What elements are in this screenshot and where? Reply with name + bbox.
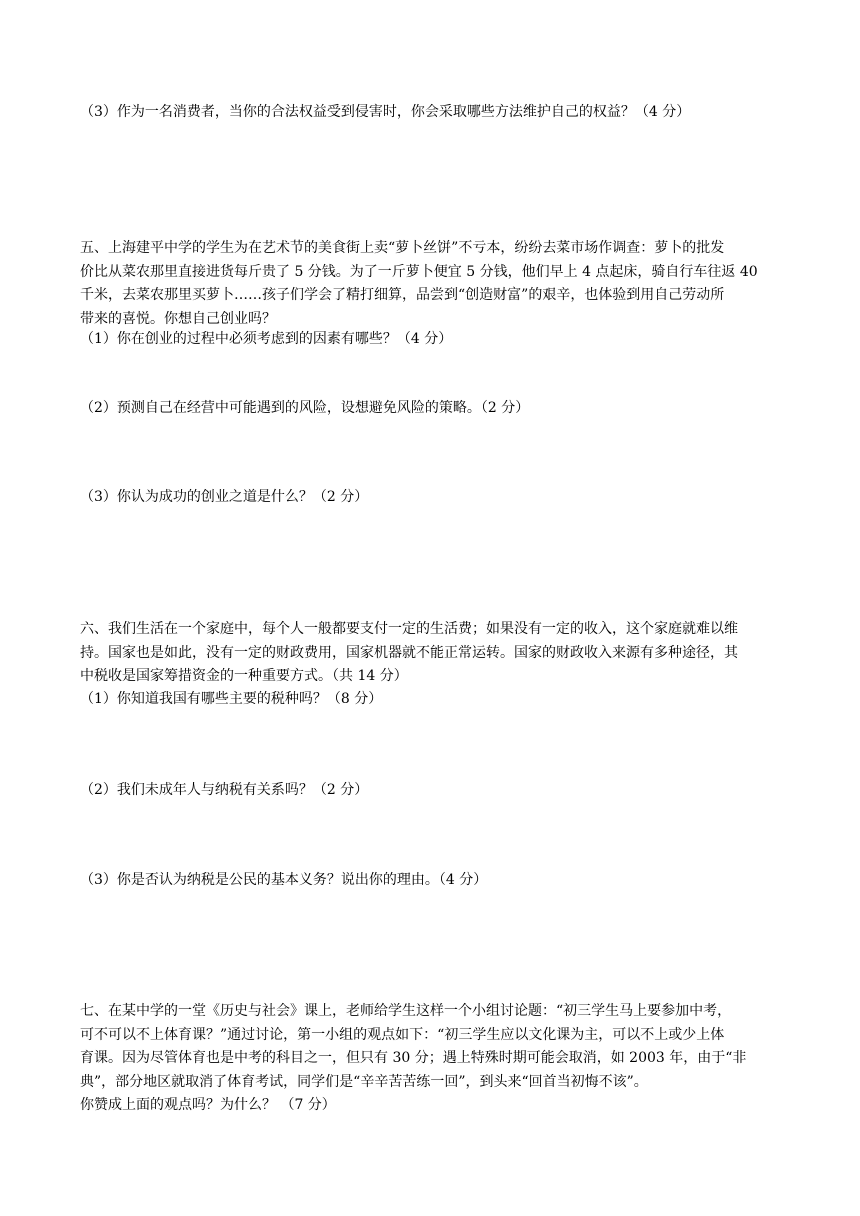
- q6-line-2: 持。国家也是如此，没有一定的财政费用，国家机器就不能正常运转。国家的财政收入来源有多种途径，其: [80, 644, 738, 661]
- q5-line-1: 五、上海建平中学的学生为在艺术节的美食街上卖“萝卜丝饼”不亏本，纷纷去菜市场作调查：萝卜的批发: [80, 240, 725, 256]
- q5-line-3: 千米，去菜农那里买萝卜……孩子们学会了精打细算，品尝到“创造财富”的艰辛，也体验到用自己劳动所: [80, 287, 725, 303]
- q5-line-4: 带来的喜悦。你想自己创业吗？: [80, 310, 276, 327]
- q7-line-4: 典”，部分地区就取消了体育考试，同学们是“辛辛苦苦练一回”，到头来“回首当初悔不该”。: [80, 1073, 648, 1090]
- q7-line-1: 七、在某中学的一堂《历史与社会》课上，老师给学生这样一个小组讨论题：“初三学生马上要参加中考，: [80, 1003, 732, 1019]
- q5-line-2: 价比从菜农那里直接进货每斤贵了 5 分钱。为了一斤萝卜便宜 5 分钱，他们早上 4 点起床，骑自行车往返 40: [80, 263, 758, 280]
- q6-sub2: （2）我们未成年人与纳税有关系吗？（2 分）: [80, 782, 369, 798]
- q5-sub3: （3）你认为成功的创业之道是什么？（2 分）: [80, 489, 369, 505]
- q5-stem: [80, 237, 780, 331]
- q6-sub3: （3）你是否认为纳税是公民的基本义务？说出你的理由。（4 分）: [80, 872, 488, 888]
- q6-stem: [80, 618, 780, 689]
- q4-sub3: （3）作为一名消费者，当你的合法权益受到侵害时，你会采取哪些方法维护自己的权益？（4 分）: [80, 104, 691, 120]
- q5-sub2: （2）预测自己在经营中可能遇到的风险，设想避免风险的策略。（2 分）: [80, 400, 530, 416]
- q7-stem: [80, 1000, 780, 1118]
- q6-sub1: （1）你知道我国有哪些主要的税种吗？（8 分）: [80, 691, 383, 707]
- q7-line-5: 你赞成上面的观点吗？为什么？ （7 分）: [80, 1097, 336, 1113]
- q7-line-2: 可不可以不上体育课？”通过讨论，第一小组的观点如下：“初三学生应以文化课为主，可以不上或少上体: [80, 1026, 725, 1043]
- q7-line-3: 育课。因为尽管体育也是中考的科目之一，但只有 30 分；遇上特殊时期可能会取消，如 2003 年，由于“非: [80, 1050, 747, 1066]
- q5-sub1: （1）你在创业的过程中必须考虑到的因素有哪些？（4 分）: [80, 331, 453, 347]
- q6-line-1: 六、我们生活在一个家庭中，每个人一般都要支付一定的生活费；如果没有一定的收入，这个家庭就难以维: [80, 621, 738, 637]
- q6-line-3: 中税收是国家筹措资金的一种重要方式。（共 14 分）: [80, 668, 408, 684]
